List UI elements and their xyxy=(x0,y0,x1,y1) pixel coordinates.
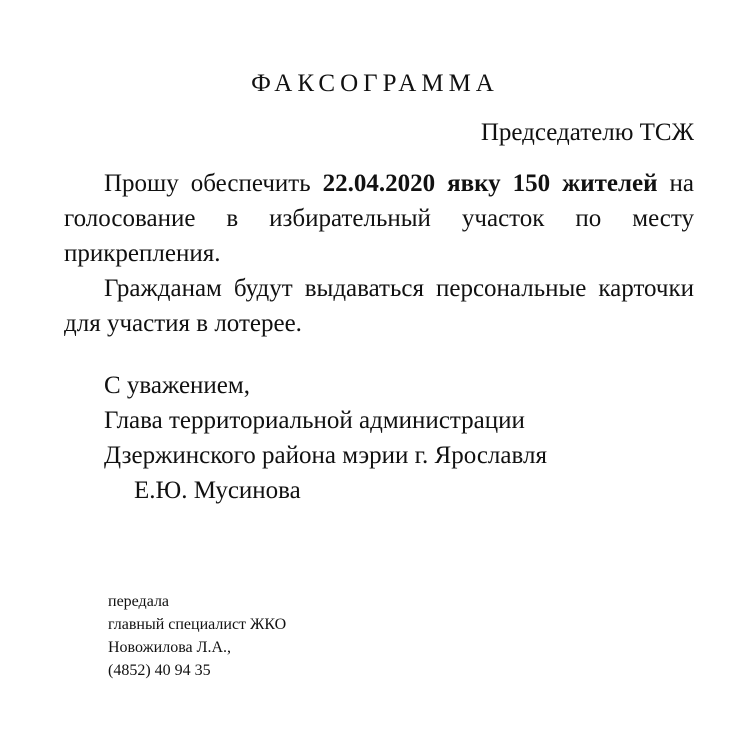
sender-position: главный специалист ЖКО xyxy=(108,616,287,633)
signature-position-line1: Глава территориальной администрации xyxy=(104,407,525,434)
sender-name: Новожилова Л.А., xyxy=(108,639,232,656)
signature-position-line2: Дзержинского района мэрии г. Ярославля xyxy=(104,442,547,469)
sender-phone: (4852) 40 94 35 xyxy=(108,662,211,679)
paragraph-request-bold: 22.04.2020 явку 150 жителей xyxy=(322,170,658,197)
sender-label: передала xyxy=(108,593,170,610)
signature-closing: С уважением, xyxy=(104,372,250,399)
paragraph-request-end: на голосование в избирательный участок по месту прикрепления. xyxy=(64,170,694,267)
document-title: ФАКСОГРАММА xyxy=(251,70,499,97)
sender-block xyxy=(108,590,286,682)
signature-block xyxy=(104,368,547,508)
paragraph-lottery: Гражданам будут выдаваться персональные карточки для участия в лотерее. xyxy=(64,275,694,337)
document-body xyxy=(64,166,694,341)
addressee: Председателю ТСЖ xyxy=(480,119,694,146)
paragraph-request xyxy=(64,166,694,271)
paragraph-request-start: Прошу обеспечить xyxy=(104,170,323,197)
signature-name: Е.Ю. Мусинова xyxy=(134,477,301,504)
